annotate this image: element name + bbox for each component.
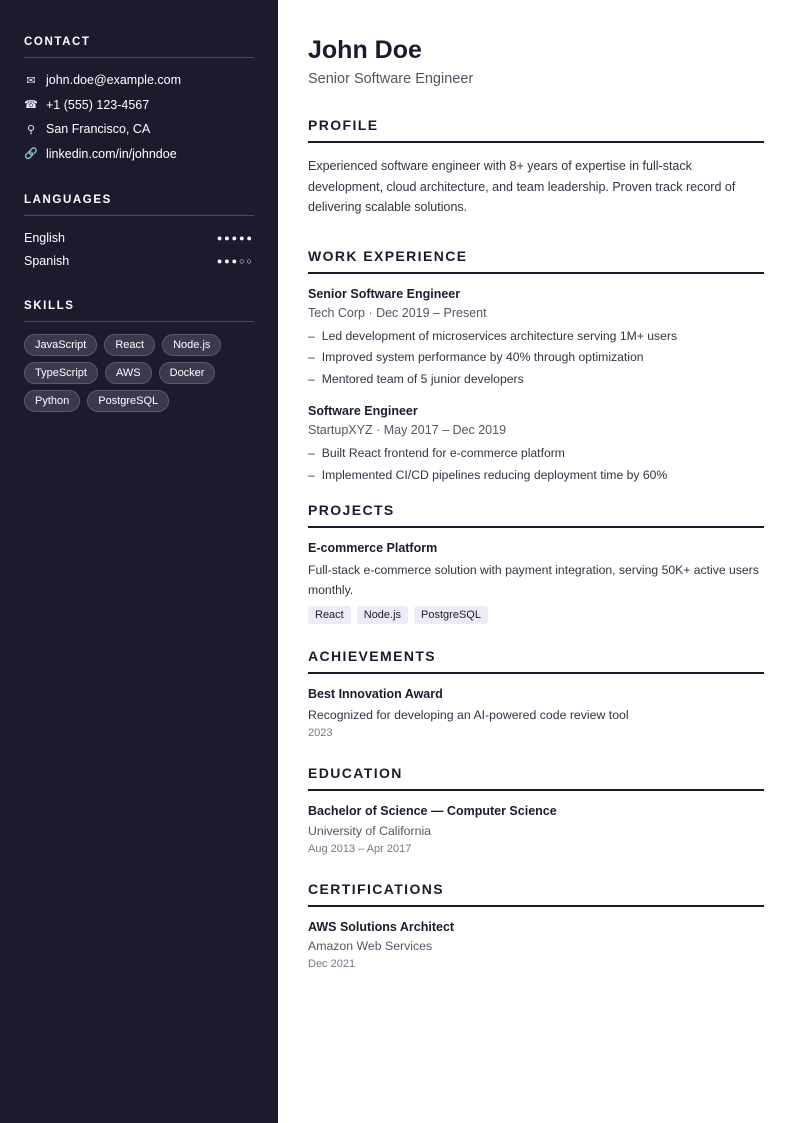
project-description: Full-stack e-commerce solution with payment integration, serving 50K+ active users monthly. [308,563,759,597]
projects-heading: PROJECTS [308,502,764,528]
project-tag: React [308,606,351,624]
job-bullets [308,326,764,391]
job-title: Software Engineer [308,404,418,418]
job-bullet: – Mentored team of 5 junior developers [308,369,764,391]
skill-chip: JavaScript [24,334,97,356]
phone-icon: ☎ [24,99,38,112]
job-bullets [308,443,764,486]
contact-section [24,36,254,166]
certifications-section [308,881,764,970]
skill-chip: PostgreSQL [87,390,169,412]
contact-item [24,68,254,93]
languages-list [24,226,254,272]
education-entry [308,804,764,855]
skills-section [24,300,254,412]
certification-entry [308,920,764,970]
profile-text: Experienced software engineer with 8+ years of expertise in full-stack development, cloud architecture, and team leadership. Proven track record of delivering scalable solutions. [308,159,736,214]
job-bullet: – Led development of microservices architecture serving 1M+ users [308,326,764,348]
languages-section [24,194,254,272]
education-heading: EDUCATION [308,765,764,791]
language-name: Spanish [24,253,70,268]
job-bullet: – Implemented CI/CD pipelines reducing deployment time by 60% [308,465,764,487]
school-name: University of California [308,824,432,838]
certification-title: AWS Solutions Architect [308,920,455,934]
language-item [24,249,254,272]
project-tags [308,606,764,624]
job-bullet: – Improved system performance by 40% through optimization [308,347,764,369]
skill-chip: Python [24,390,80,412]
candidate-name: John Doe [308,36,422,64]
projects-section [308,502,764,624]
contact-list [24,68,254,166]
achievement-description: Recognized for developing an AI-powered code review tool [308,708,629,722]
certifications-heading: CERTIFICATIONS [308,881,764,907]
project-tag: PostgreSQL [414,606,488,624]
contact-item [24,93,254,118]
link-icon: 🔗 [24,148,38,161]
achievement-entry [308,687,764,739]
jobs-list [308,287,764,487]
location-pin-icon: ⚲ [26,123,36,136]
job-entry [308,404,764,486]
language-level-dots: ●●●○○ [216,255,254,266]
language-item [24,226,254,249]
skills-list [24,332,254,412]
education-date: Aug 2013 – Apr 2017 [308,843,412,855]
contact-heading: CONTACT [24,36,254,58]
skills-heading: SKILLS [24,300,254,322]
job-title: Senior Software Engineer [308,286,461,301]
achievement-title: Best Innovation Award [308,687,443,701]
candidate-title: Senior Software Engineer [308,71,474,87]
main-content [278,0,794,1123]
language-name: English [24,230,65,245]
envelope-icon: ✉ [26,74,36,87]
sidebar [0,0,278,1123]
skill-chip: TypeScript [24,362,98,384]
certification-date: Dec 2021 [308,958,356,970]
experience-heading: WORK EXPERIENCE [308,248,764,274]
job-meta: Tech Corp · Dec 2019 – Present [308,305,487,320]
job-entry [308,287,764,391]
skill-chip: React [104,334,155,356]
profile-section [308,117,764,218]
certifications-list [308,920,764,970]
project-title: E-commerce Platform [308,541,438,555]
languages-heading: LANGUAGES [24,194,254,216]
contact-text[interactable]: john.doe@example.com [46,73,181,88]
project-entry [308,541,764,624]
skill-chip: AWS [105,362,152,384]
project-tag: Node.js [357,606,408,624]
language-level-dots: ●●●●● [216,232,254,243]
contact-item [24,142,254,167]
experience-section [308,248,764,487]
achievement-date: 2023 [308,727,333,739]
certification-issuer: Amazon Web Services [308,939,433,953]
education-section [308,765,764,855]
job-meta: StartupXYZ · May 2017 – Dec 2019 [308,423,507,437]
achievements-list [308,687,764,739]
degree-title: Bachelor of Science — Computer Science [308,804,557,818]
projects-list [308,541,764,624]
contact-text[interactable]: San Francisco, CA [46,122,151,137]
skill-chip: Node.js [162,334,221,356]
profile-heading: PROFILE [308,117,764,143]
skill-chip: Docker [159,362,216,384]
contact-text[interactable]: +1 (555) 123-4567 [46,97,150,112]
achievements-heading: ACHIEVEMENTS [308,648,764,674]
contact-text[interactable]: linkedin.com/in/johndoe [46,146,177,161]
education-list [308,804,764,855]
contact-item [24,117,254,142]
job-bullet: – Built React frontend for e-commerce platform [308,443,764,465]
achievements-section [308,648,764,739]
